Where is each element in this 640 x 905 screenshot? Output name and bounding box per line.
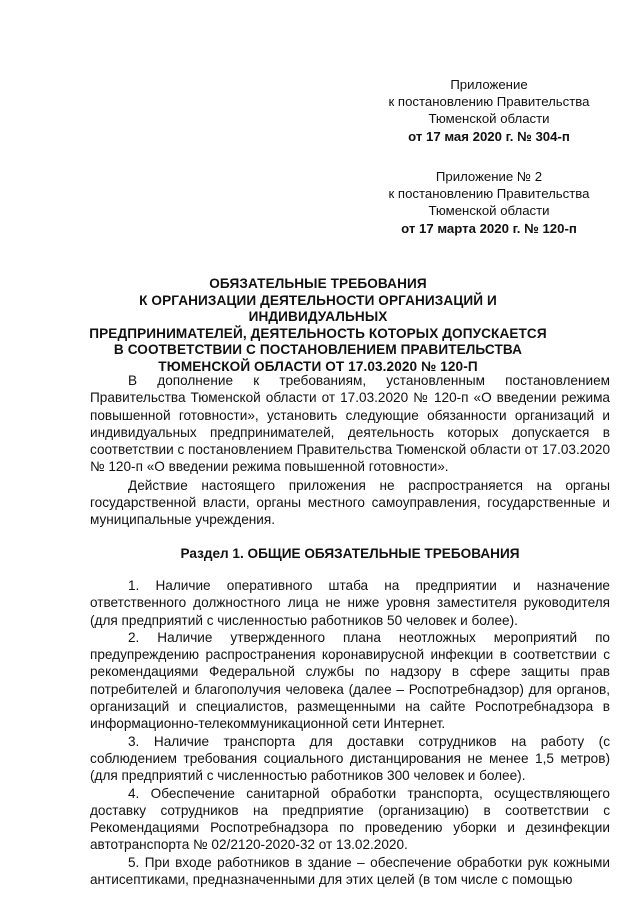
intro-paragraph-2: Действие настоящего приложения не распространяется на органы государственной власти, органы местного самоуправления, государственные и муниципальные учреждения.: [90, 477, 610, 528]
annex-header-2: [360, 168, 618, 237]
intro-paragraph-1: В дополнение к требованиям, установленным постановлением Правительства Тюменской области от 17.03.2020 № 120-п «О введении режима повышенной готовности», установить следующие обязанности организаций и индивидуальных предпринимателей, деятельность которых допускается в соответствии с постановлением Правительства Тюменской области от 17.03.2020 № 120-п «О введении режима повышенной готовности».: [90, 373, 610, 475]
annex-1-line-3: Тюменской области: [428, 111, 550, 127]
annex-1-line-2: к постановлению Правительства: [388, 94, 590, 110]
title-line-1: ОБЯЗАТЕЛЬНЫЕ ТРЕБОВАНИЯ: [209, 276, 427, 291]
document-title: [68, 276, 568, 376]
requirement-item-4: 4. Обеспечение санитарной обработки транспорта, осуществляющего доставку сотрудников на предприятие (организацию) в соответствии с Рекомендациями Роспотребнадзора по проведению уборки и дезинфекции автотранспорта № 02/2120-2020-32 от 13.02.2020.: [90, 785, 610, 853]
annex-2-line-3: Тюменской области: [428, 203, 550, 219]
annex-2-date: от 17 марта 2020 г. № 120-п: [401, 220, 577, 236]
annex-2-line-2: к постановлению Правительства: [388, 186, 590, 202]
title-line-5: ТЮМЕНСКОЙ ОБЛАСТИ ОТ 17.03.2020 № 120-П: [158, 358, 478, 374]
intro-text: [90, 372, 610, 529]
annex-1-line-1: Приложение: [450, 77, 528, 92]
title-line-2: К ОРГАНИЗАЦИИ ДЕЯТЕЛЬНОСТИ ОРГАНИЗАЦИЙ И ИНДИВИДУАЛЬНЫХ: [139, 292, 497, 325]
annex-header-1: [360, 76, 618, 145]
section-1-items: [90, 577, 610, 888]
requirement-item-5: 5. При входе работников в здание – обеспечение обработки рук кожными антисептиками, предназначенными для этих целей (в том числе с помощью: [90, 854, 610, 888]
title-line-3: ПРЕДПРИНИМАТЕЛЕЙ, ДЕЯТЕЛЬНОСТЬ КОТОРЫХ ДОПУСКАЕТСЯ: [89, 325, 547, 341]
title-line-4: В СООТВЕТСТВИИ С ПОСТАНОВЛЕНИЕМ ПРАВИТЕЛЬСТВА: [113, 342, 523, 358]
annex-1-date: от 17 мая 2020 г. № 304-п: [408, 128, 570, 144]
requirement-item-3: 3. Наличие транспорта для доставки сотрудников на работу (с соблюдением требования социального дистанцирования не менее 1,5 метров) (для предприятий с численностью работников 300 человек и более).: [90, 733, 610, 784]
annex-2-line-1: Приложение № 2: [435, 169, 543, 184]
section-1-title: Раздел 1. ОБЩИЕ ОБЯЗАТЕЛЬНЫЕ ТРЕБОВАНИЯ: [180, 546, 520, 561]
requirement-item-1: 1. Наличие оперативного штаба на предприятии и назначение ответственного должностного лица не ниже уровня заместителя руководителя (для предприятий с численностью работников 50 человек и более).: [90, 578, 610, 628]
requirement-item-2: 2. Наличие утвержденного плана неотложных мероприятий по предупреждению распространения коронавирусной инфекции в соответствии с рекомендациями Федеральной службы по надзору в сфере защиты прав потребителей и благополучия человека (далее – Роспотребнадзор) для органов, организаций и специалистов, размещенными на сайте Роспотребнадзора в информационно-телекоммуникационной сети Интернет.: [90, 629, 610, 732]
